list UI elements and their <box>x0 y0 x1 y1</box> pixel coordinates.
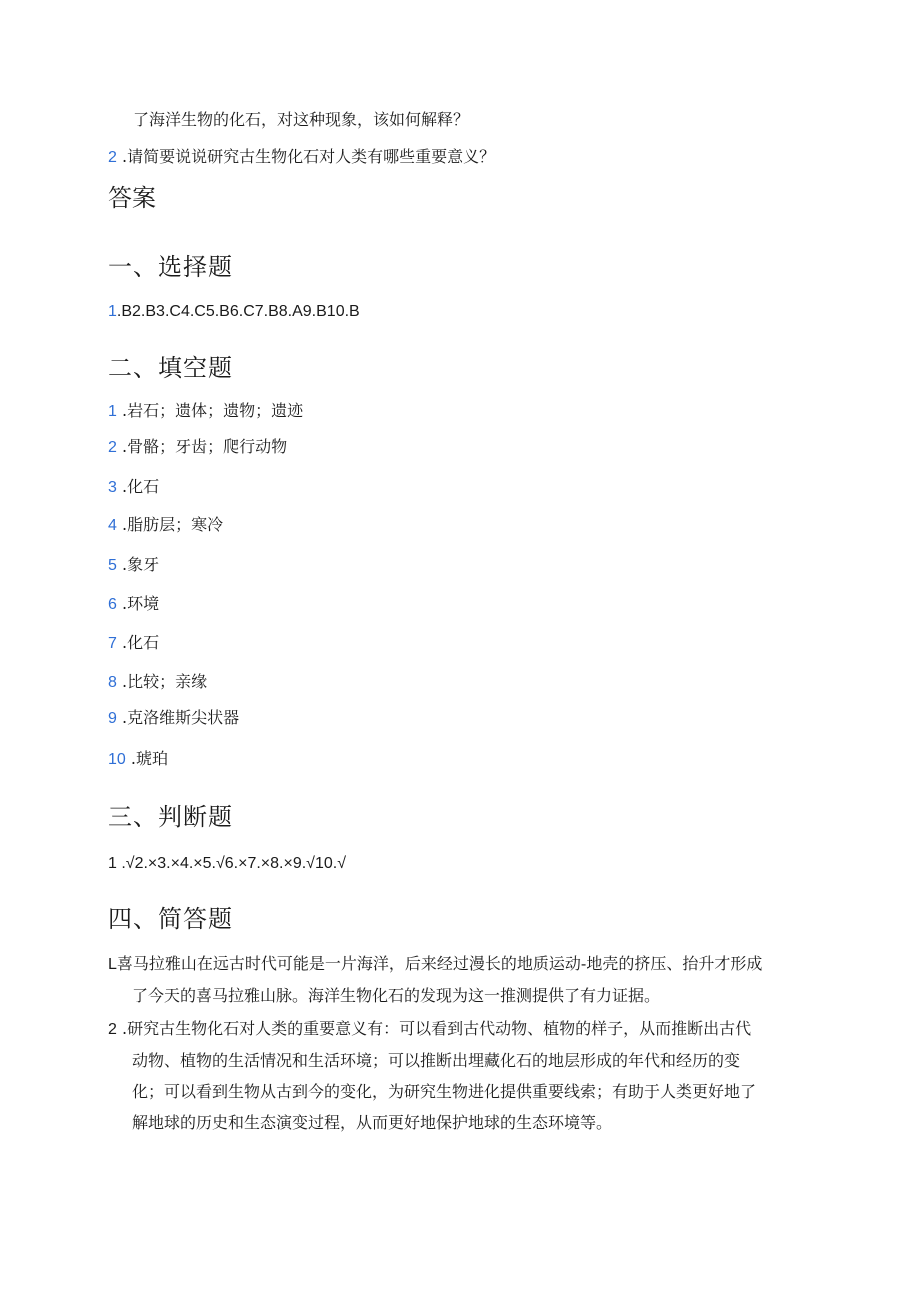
short-answer-1-line: 喜马拉雅山在远古时代可能是一片海洋，后来经过漫长的地质运动-地壳的挤压、抬升才形成 <box>116 954 763 973</box>
short-answer-2-line: 动物、植物的生活情况和生活环境；可以推断出埋藏化石的地层形成的年代和经历的变 <box>132 1051 741 1070</box>
section-short-title: 四、简答题 <box>108 906 233 933</box>
short-answer-2-line: .研究古生物化石对人类的重要意义有：可以看到古代动物、植物的样子，从而推断出古代 <box>116 1019 752 1038</box>
fill-item <box>108 632 159 655</box>
question-2-text: .请简要说说研究古生物化石对人类有哪些重要意义？ <box>116 147 496 166</box>
fill-item-text: .岩石；遗体；遗物；遗迹 <box>116 401 304 420</box>
fill-item-number: 9 <box>108 710 117 727</box>
short-answer-1-lead: L <box>108 956 117 973</box>
short-answer-1 <box>108 948 818 1011</box>
choice-answer-number: 1 <box>108 303 117 320</box>
question-1-continuation: 了海洋生物的化石，对这种现象，该如何解释？ <box>133 110 470 129</box>
fill-item-number: 5 <box>108 557 117 574</box>
fill-item <box>108 476 159 499</box>
short-answer-2 <box>108 1013 818 1138</box>
judge-answers <box>108 853 346 875</box>
fill-item-text: .克洛维斯尖状器 <box>116 708 240 727</box>
judge-answer-text: .√2.×3.×4.×5.√6.×7.×8.×9.√10.√ <box>116 855 346 872</box>
fill-item-text: .化石 <box>116 633 160 652</box>
fill-item-text: .比较；亲缘 <box>116 672 208 691</box>
fill-item-text: .环境 <box>116 594 160 613</box>
short-answer-2-line: 解地球的历史和生态演变过程，从而更好地保护地球的生态环境等。 <box>132 1113 613 1132</box>
fill-item-text: .脂肪层；寒冷 <box>116 515 224 534</box>
fill-item <box>108 514 223 537</box>
short-answer-2-number: 2 <box>108 1021 117 1038</box>
fill-item <box>108 436 287 459</box>
question-2-number: 2 <box>108 149 117 166</box>
fill-item-number: 3 <box>108 479 117 496</box>
fill-item <box>108 707 239 730</box>
short-answer-2-line: 化；可以看到生物从古到今的变化，为研究生物进化提供重要线索；有助于人类更好地了 <box>132 1082 757 1101</box>
fill-item <box>108 554 159 577</box>
section-choice-title: 一、选择题 <box>108 254 233 281</box>
fill-item-number: 6 <box>108 596 117 613</box>
fill-item-text: .骨骼；牙齿；爬行动物 <box>116 437 288 456</box>
judge-answer-number: 1 <box>108 855 117 872</box>
fill-item <box>108 748 168 771</box>
fill-item-text: .琥珀 <box>125 749 168 768</box>
fill-item-number: 8 <box>108 674 117 691</box>
section-judge-title: 三、判断题 <box>108 804 233 831</box>
fill-item-number: 2 <box>108 439 117 456</box>
answer-title: 答案 <box>108 185 156 212</box>
fill-item <box>108 400 303 423</box>
question-2 <box>108 146 495 169</box>
section-fill-title: 二、填空题 <box>108 355 233 382</box>
short-answer-1-line: 了今天的喜马拉雅山脉。海洋生物化石的发现为这一推测提供了有力证据。 <box>132 986 661 1005</box>
choice-answers <box>108 301 360 323</box>
fill-item-number: 10 <box>108 751 126 768</box>
fill-item-number: 1 <box>108 403 117 420</box>
choice-answer-text: .B2.B3.C4.C5.B6.C7.B8.A9.B10.B <box>116 303 360 320</box>
fill-item-text: .化石 <box>116 477 160 496</box>
fill-item-number: 7 <box>108 635 117 652</box>
fill-item-number: 4 <box>108 517 117 534</box>
fill-item <box>108 593 159 616</box>
fill-item <box>108 671 207 694</box>
fill-item-text: .象牙 <box>116 555 160 574</box>
